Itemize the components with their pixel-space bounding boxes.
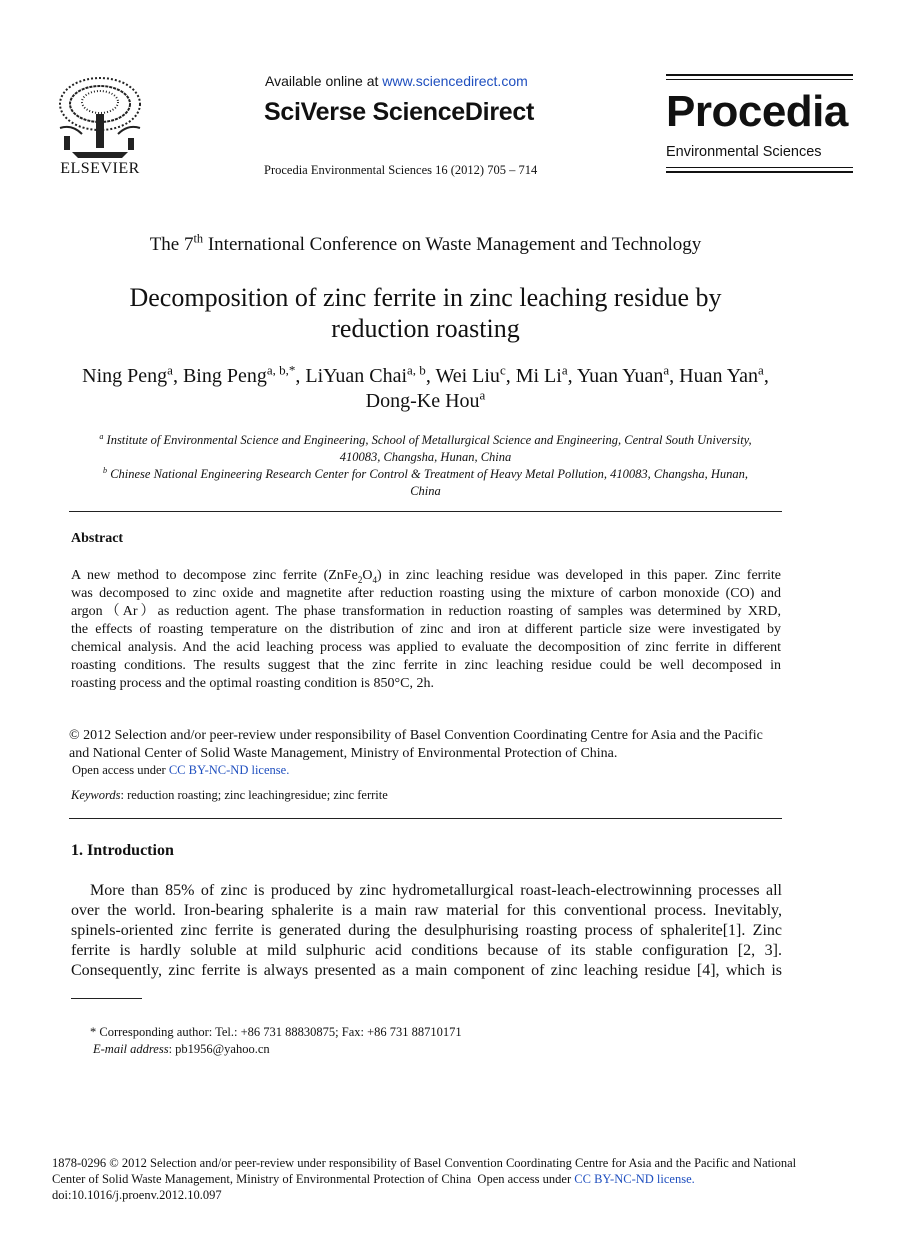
author: LiYuan Chai (305, 365, 408, 387)
journal-branding (666, 74, 853, 176)
divider (69, 818, 782, 819)
publisher-wordmark: ELSEVIER (60, 160, 140, 177)
affiliations: $^a$ Institute of Environmental Science and Engineering, School of Metallurgical Science and Engineering, Central South University, 410083, Changsha, Hunan, China $^b$ Chinese National Engineering Research Center for Control & Treatment of Heavy Metal Pollution, 410083, Changsha, Hunan, China (60, 432, 791, 500)
author: Yuan Yuan (576, 365, 664, 387)
sciencedirect-link[interactable]: www.sciencedirect.com (382, 73, 528, 89)
divider (69, 511, 782, 512)
author: Dong-Ke Hou (365, 390, 480, 412)
license-link[interactable]: CC BY-NC-ND license. (168, 763, 290, 777)
paper-title: Decomposition of zinc ferrite in zinc leaching residue by reduction roasting (129, 283, 722, 343)
open-access-notice: Open access under CC BY-NC-ND license. (72, 763, 290, 777)
elsevier-tree-icon (52, 74, 148, 160)
author: Wei Liu (435, 365, 500, 387)
email: : pb1956@yahoo.cn (168, 1042, 270, 1056)
journal-subtitle: Environmental Sciences (666, 144, 822, 160)
page-footer: 1878-0296 © 2012 Selection and/or peer-review under responsibility of Basel Convention Coordinating Centre for Asia and the Pacific and National Center of Solid Waste Management, Ministry of Environmental Protection of China Open access under CC BY-NC-ND license. doi:10.1016/j.proenv.2012.10.097 (52, 1155, 862, 1203)
author-line-1: Ning Peng$^a$, Bing Peng$^{a, b,*}$, LiYuan Chai$^{a, b}$, Wei Liu$^c$, Mi Li$^a$, Yuan Yuan$^a$, Huan Yan$^a$, Dong-Ke Hou$^a$ (82, 362, 769, 412)
available-online: Available online at www.sciencedirect.com (265, 73, 528, 89)
platform-name: SciVerse ScienceDirect (264, 98, 534, 126)
journal-name: Procedia (666, 87, 848, 136)
abstract-body: A new method to decompose zinc ferrite $(ZnFe_2O_4)$ in zinc leaching residue was developed in this paper. Zinc ferrite was decomposed to zinc oxide and magnetite after reduction roasting using the mixture of carbon monoxide (CO) and argon（Ar）as reduction agent. The phase transformation in reduction roasting of samples was determined by XRD, the effects of roasting temperature on the distribution of zinc and iron at different particle size were investigated by chemical analysis. And the acid leaching process was applied to evaluate the decomposition of zinc ferrite in different roasting conditions. The results suggest that the zinc ferrite in zinc leaching residue could be well decomposed in roasting process and the optimal roasting condition is 850°C, 2h. (71, 568, 781, 691)
author: Bing Peng (182, 365, 267, 387)
footer-license-link[interactable]: CC BY-NC-ND license. (574, 1172, 695, 1186)
author: Huan Yan (679, 365, 759, 387)
corresponding-author-footnote: * Corresponding author: Tel.: +86 731 88830875; Fax: +86 731 88710171 E-mail address: pb1956@yahoo.cn (90, 1025, 462, 1056)
affiliation-b: $^b$ Chinese National Engineering Research Center for Control & Treatment of Heavy Metal Pollution, 410083, Changsha, Hunan, (103, 465, 748, 481)
keywords: Keywords: reduction roasting; zinc leachingresidue; zinc ferrite (71, 788, 388, 802)
author: Mi Li (515, 365, 562, 387)
copyright-notice: © 2012 Selection and/or peer-review under responsibility of Basel Convention Coordinating Centre for Asia and the Pacific and National Center of Solid Waste Management, Ministry of Environmental Protection of China. (69, 728, 763, 761)
footnote-rule (71, 998, 142, 999)
conference-name: The 7th International Conference on Waste Management and Technology (149, 231, 702, 255)
abstract-heading: Abstract (71, 531, 124, 546)
author: Ning Peng (82, 365, 168, 387)
author-list (60, 364, 791, 414)
elsevier-logo (52, 74, 148, 178)
affiliation-a: $^a$ Institute of Environmental Science and Engineering, School of Metallurgical Science and Engineering, Central South University, (99, 431, 752, 447)
section-heading: 1. Introduction (71, 842, 174, 859)
introduction-body: More than 85% of zinc is produced by zinc hydrometallurgical roast-leach-electrowinning processes all over the world. Iron-bearing sphalerite is a main raw material for this conventional process. Inevitably, spinels-oriented zinc ferrite is generated during the desulphurising roasting process of sphalerite[1]. Zinc ferrite is hardly soluble at mild sulphuric acid conditions because of its stable configuration [2, 3]. Consequently, zinc ferrite is always presented as a main component of zinc leaching residue [4], which is (71, 882, 782, 979)
doi: doi:10.1016/j.proenv.2012.10.097 (52, 1188, 222, 1202)
journal-citation: Procedia Environmental Sciences 16 (2012) 705 – 714 (264, 163, 538, 177)
